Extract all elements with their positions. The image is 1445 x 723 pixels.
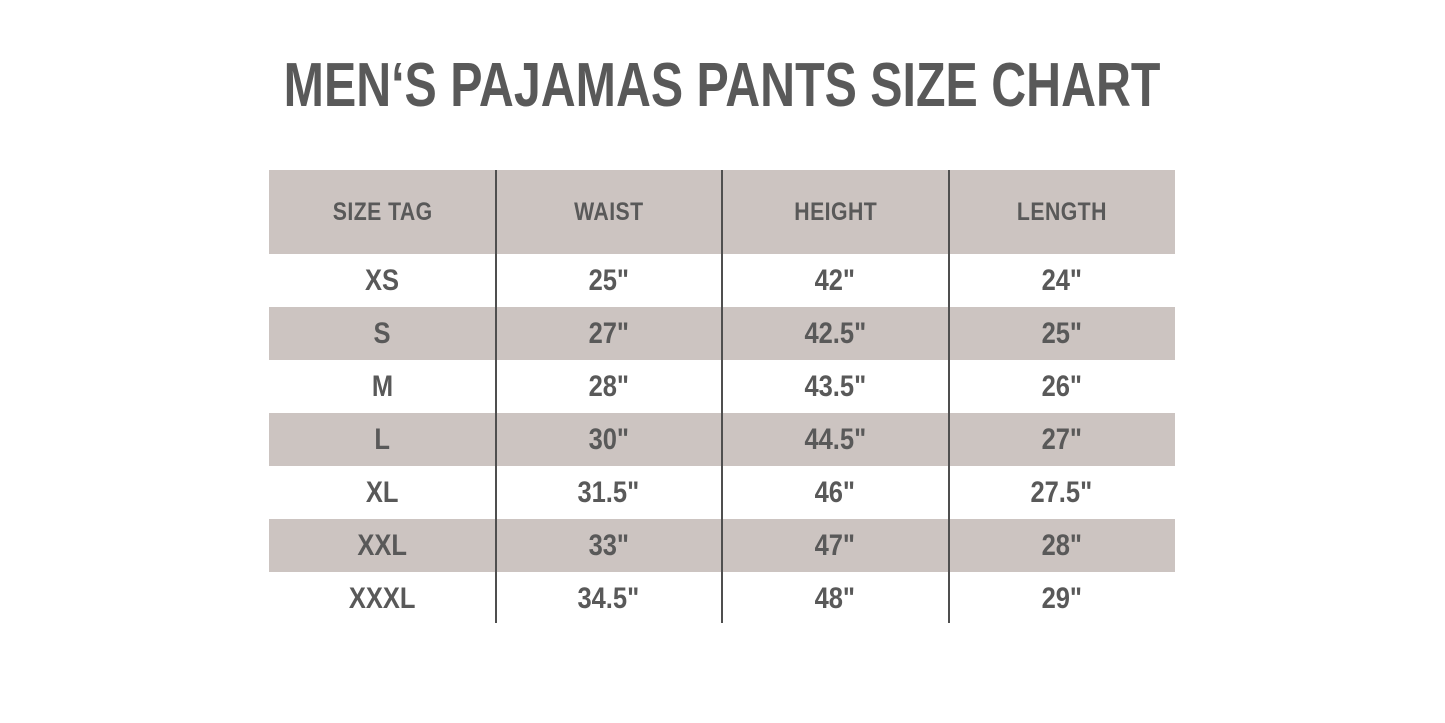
table-cell: 46": [815, 475, 856, 509]
table-cell: 42.5": [804, 316, 867, 350]
table-cell: 26": [1041, 369, 1082, 403]
page-title: [0, 51, 1445, 120]
table-cell: 34.5": [577, 581, 640, 615]
row-label-cell: M: [371, 369, 393, 403]
table-cell: 48": [815, 581, 856, 615]
column-header-waist: WAIST: [574, 197, 644, 226]
table-cell: 27": [588, 316, 629, 350]
column-divider: [495, 170, 497, 623]
page-title-text: MEN‘S PAJAMAS PANTS SIZE CHART: [284, 51, 1161, 120]
table-cell: 42": [815, 263, 856, 297]
row-label-cell: XL: [365, 475, 399, 509]
table-cell: 44.5": [804, 422, 867, 456]
table-cell: 31.5": [577, 475, 640, 509]
row-label-cell: XXL: [357, 528, 408, 562]
column-divider: [948, 170, 950, 623]
table-cell: 33": [588, 528, 629, 562]
column-divider: [721, 170, 723, 623]
table-cell: 24": [1041, 263, 1082, 297]
table-cell: 43.5": [804, 369, 867, 403]
column-header-size-tag: SIZE TAG: [332, 197, 433, 226]
table-cell: 25": [1041, 316, 1082, 350]
row-label-cell: S: [373, 316, 391, 350]
table-cell: 28": [1041, 528, 1082, 562]
row-label-cell: XXXL: [348, 581, 416, 615]
row-label-cell: XS: [365, 263, 400, 297]
table-cell: 47": [815, 528, 856, 562]
table-cell: 25": [588, 263, 629, 297]
table-cell: 27.5": [1030, 475, 1093, 509]
table-cell: 29": [1041, 581, 1082, 615]
table-cell: 28": [588, 369, 629, 403]
row-label-cell: L: [374, 422, 391, 456]
table-cell: 30": [588, 422, 629, 456]
size-chart-table: [269, 170, 1175, 625]
table-cell: 27": [1041, 422, 1082, 456]
column-header-length: LENGTH: [1016, 197, 1107, 226]
column-header-height: HEIGHT: [793, 197, 877, 226]
